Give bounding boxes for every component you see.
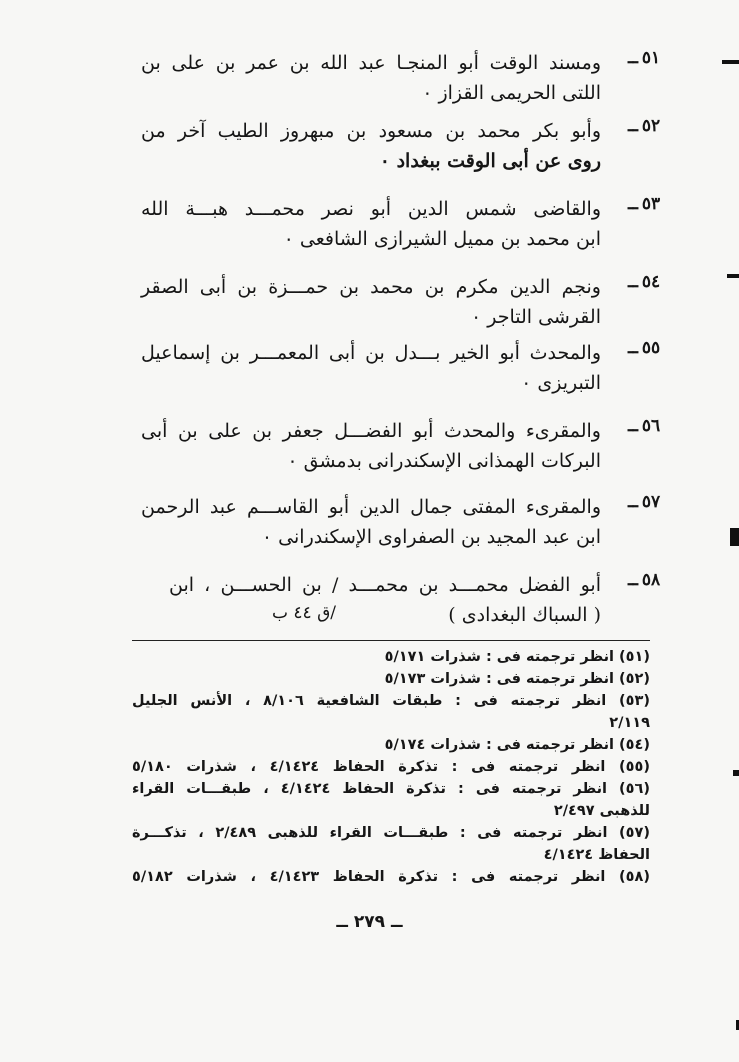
- entry-line-2: ابن عبد المجيد بن الصفراوى الإسكندرانى ٠: [261, 526, 601, 548]
- entry-line-1: والمقرىء والمحدث أبو الفضـــل جعفر بن على بن أبى: [141, 420, 601, 442]
- page-number: ــ ٢٧٩ ــ: [336, 912, 403, 932]
- entry-line-2: ابن محمد بن مميل الشيرازى الشافعى ٠: [283, 228, 601, 250]
- entry-53: [141, 194, 661, 254]
- entry-dash: ــ: [628, 338, 638, 358]
- footnotes: [132, 646, 650, 888]
- entry-55: [141, 338, 661, 398]
- entry-line-1: ونجم الدين مكرم بن محمد بن حمـــزة بن أبى الصقر: [141, 276, 601, 298]
- entry-number: ٥٣: [641, 194, 661, 214]
- entry-line-1: والقاضى شمس الدين أبو نصر محمـــد هبـــة الله: [141, 198, 601, 220]
- scan-edge-mark: [727, 274, 739, 278]
- entry-dash: ــ: [628, 272, 638, 292]
- entry-dash: ــ: [628, 116, 638, 136]
- entry-number: ٥٤: [641, 272, 661, 292]
- entry-line-1: والمقرىء المفتى جمال الدين أبو القاســـم عبد الرحمن: [141, 496, 601, 518]
- entry-dash: ــ: [628, 416, 638, 436]
- footnote-55: (٥٥) انظر ترجمته فى : تذكرة الحفاظ ٤/١٤٢٤ ، شذرات ٥/١٨٠: [132, 759, 650, 775]
- entry-number: ٥٧: [641, 492, 661, 512]
- scan-edge-mark: [730, 528, 739, 546]
- footnote-53-continued: ٢/١١٩: [609, 715, 650, 731]
- entry-number: ٥٨: [641, 570, 661, 590]
- entry-52: [141, 116, 661, 176]
- entry-line-2: روى عن أبى الوقت ببغداد ٠: [379, 150, 601, 172]
- footnote-57-continued: الحفاظ ٤/١٤٢٤: [543, 847, 650, 863]
- entry-dash: ــ: [628, 492, 638, 512]
- entry-57: [141, 492, 661, 552]
- entry-line-2: التبريزى ٠: [521, 372, 601, 394]
- entry-line-1: ومسند الوقت أبو المنجـا عبد الله بن عمر بن على بن: [141, 52, 601, 74]
- footnote-divider: [132, 640, 650, 641]
- entry-line-2: اللتى الحريمى القزاز ٠: [422, 82, 601, 104]
- footnote-57: (٥٧) انظر ترجمته فى : طبقـــات القراء للذهبى ٢/٤٨٩ ، تذكـــرة: [132, 825, 650, 841]
- footnote-56-continued: للذهبى ٢/٤٩٧: [553, 803, 650, 819]
- entry-line-2: ( السباك البغدادى ): [448, 604, 601, 626]
- entry-number: ٥٢: [641, 116, 661, 136]
- entry-number: ٥١: [641, 48, 661, 68]
- entry-line-2: القرشى التاجر ٠: [470, 306, 601, 328]
- entry-number: ٥٥: [641, 338, 661, 358]
- entry-54: [141, 272, 661, 332]
- entry-dash: ــ: [628, 570, 638, 590]
- entry-line-2: البركات الهمذانى الإسكندرانى بدمشق ٠: [287, 450, 601, 472]
- entry-number: ٥٦: [641, 416, 661, 436]
- entry-line-1: والمحدث أبو الخير بـــدل بن أبى المعمـــر بن إسماعيل: [141, 342, 601, 364]
- entry-56: [141, 416, 661, 476]
- entry-51: [141, 48, 661, 108]
- footnote-53: (٥٣) انظر ترجمته فى : طبقات الشافعية ٨/١٠٦ ، الأنس الجليل: [132, 693, 650, 709]
- entry-line-1: أبو الفضل محمـــد بن محمـــد / بن الحســـن ، ابن: [169, 574, 601, 596]
- footnote-51: (٥١) انظر ترجمته فى : شذرات ٥/١٧١: [384, 649, 650, 665]
- footnote-52: (٥٢) انظر ترجمته فى : شذرات ٥/١٧٣: [384, 671, 650, 687]
- scan-edge-mark: [733, 770, 739, 776]
- footnote-58: (٥٨) انظر ترجمته فى : تذكرة الحفاظ ٤/١٤٢٣ ، شذرات ٥/١٨٢: [132, 869, 650, 885]
- entry-58: [141, 570, 661, 630]
- entry-dash: ــ: [628, 194, 638, 214]
- footnote-56: (٥٦) انظر ترجمته فى : تذكرة الحفاظ ٤/١٤٢٤ ، طبقـــات القراء: [132, 781, 650, 797]
- scan-edge-mark: [722, 60, 739, 64]
- entry-line-1: وأبو بكر محمد بن مسعود بن مبهروز الطيب آخر من: [141, 120, 601, 142]
- footnote-54: (٥٤) انظر ترجمته فى : شذرات ٥/١٧٤: [384, 737, 650, 753]
- entry-dash: ــ: [628, 48, 638, 68]
- manuscript-folio-marker: /ق ٤٤ ب: [272, 603, 337, 623]
